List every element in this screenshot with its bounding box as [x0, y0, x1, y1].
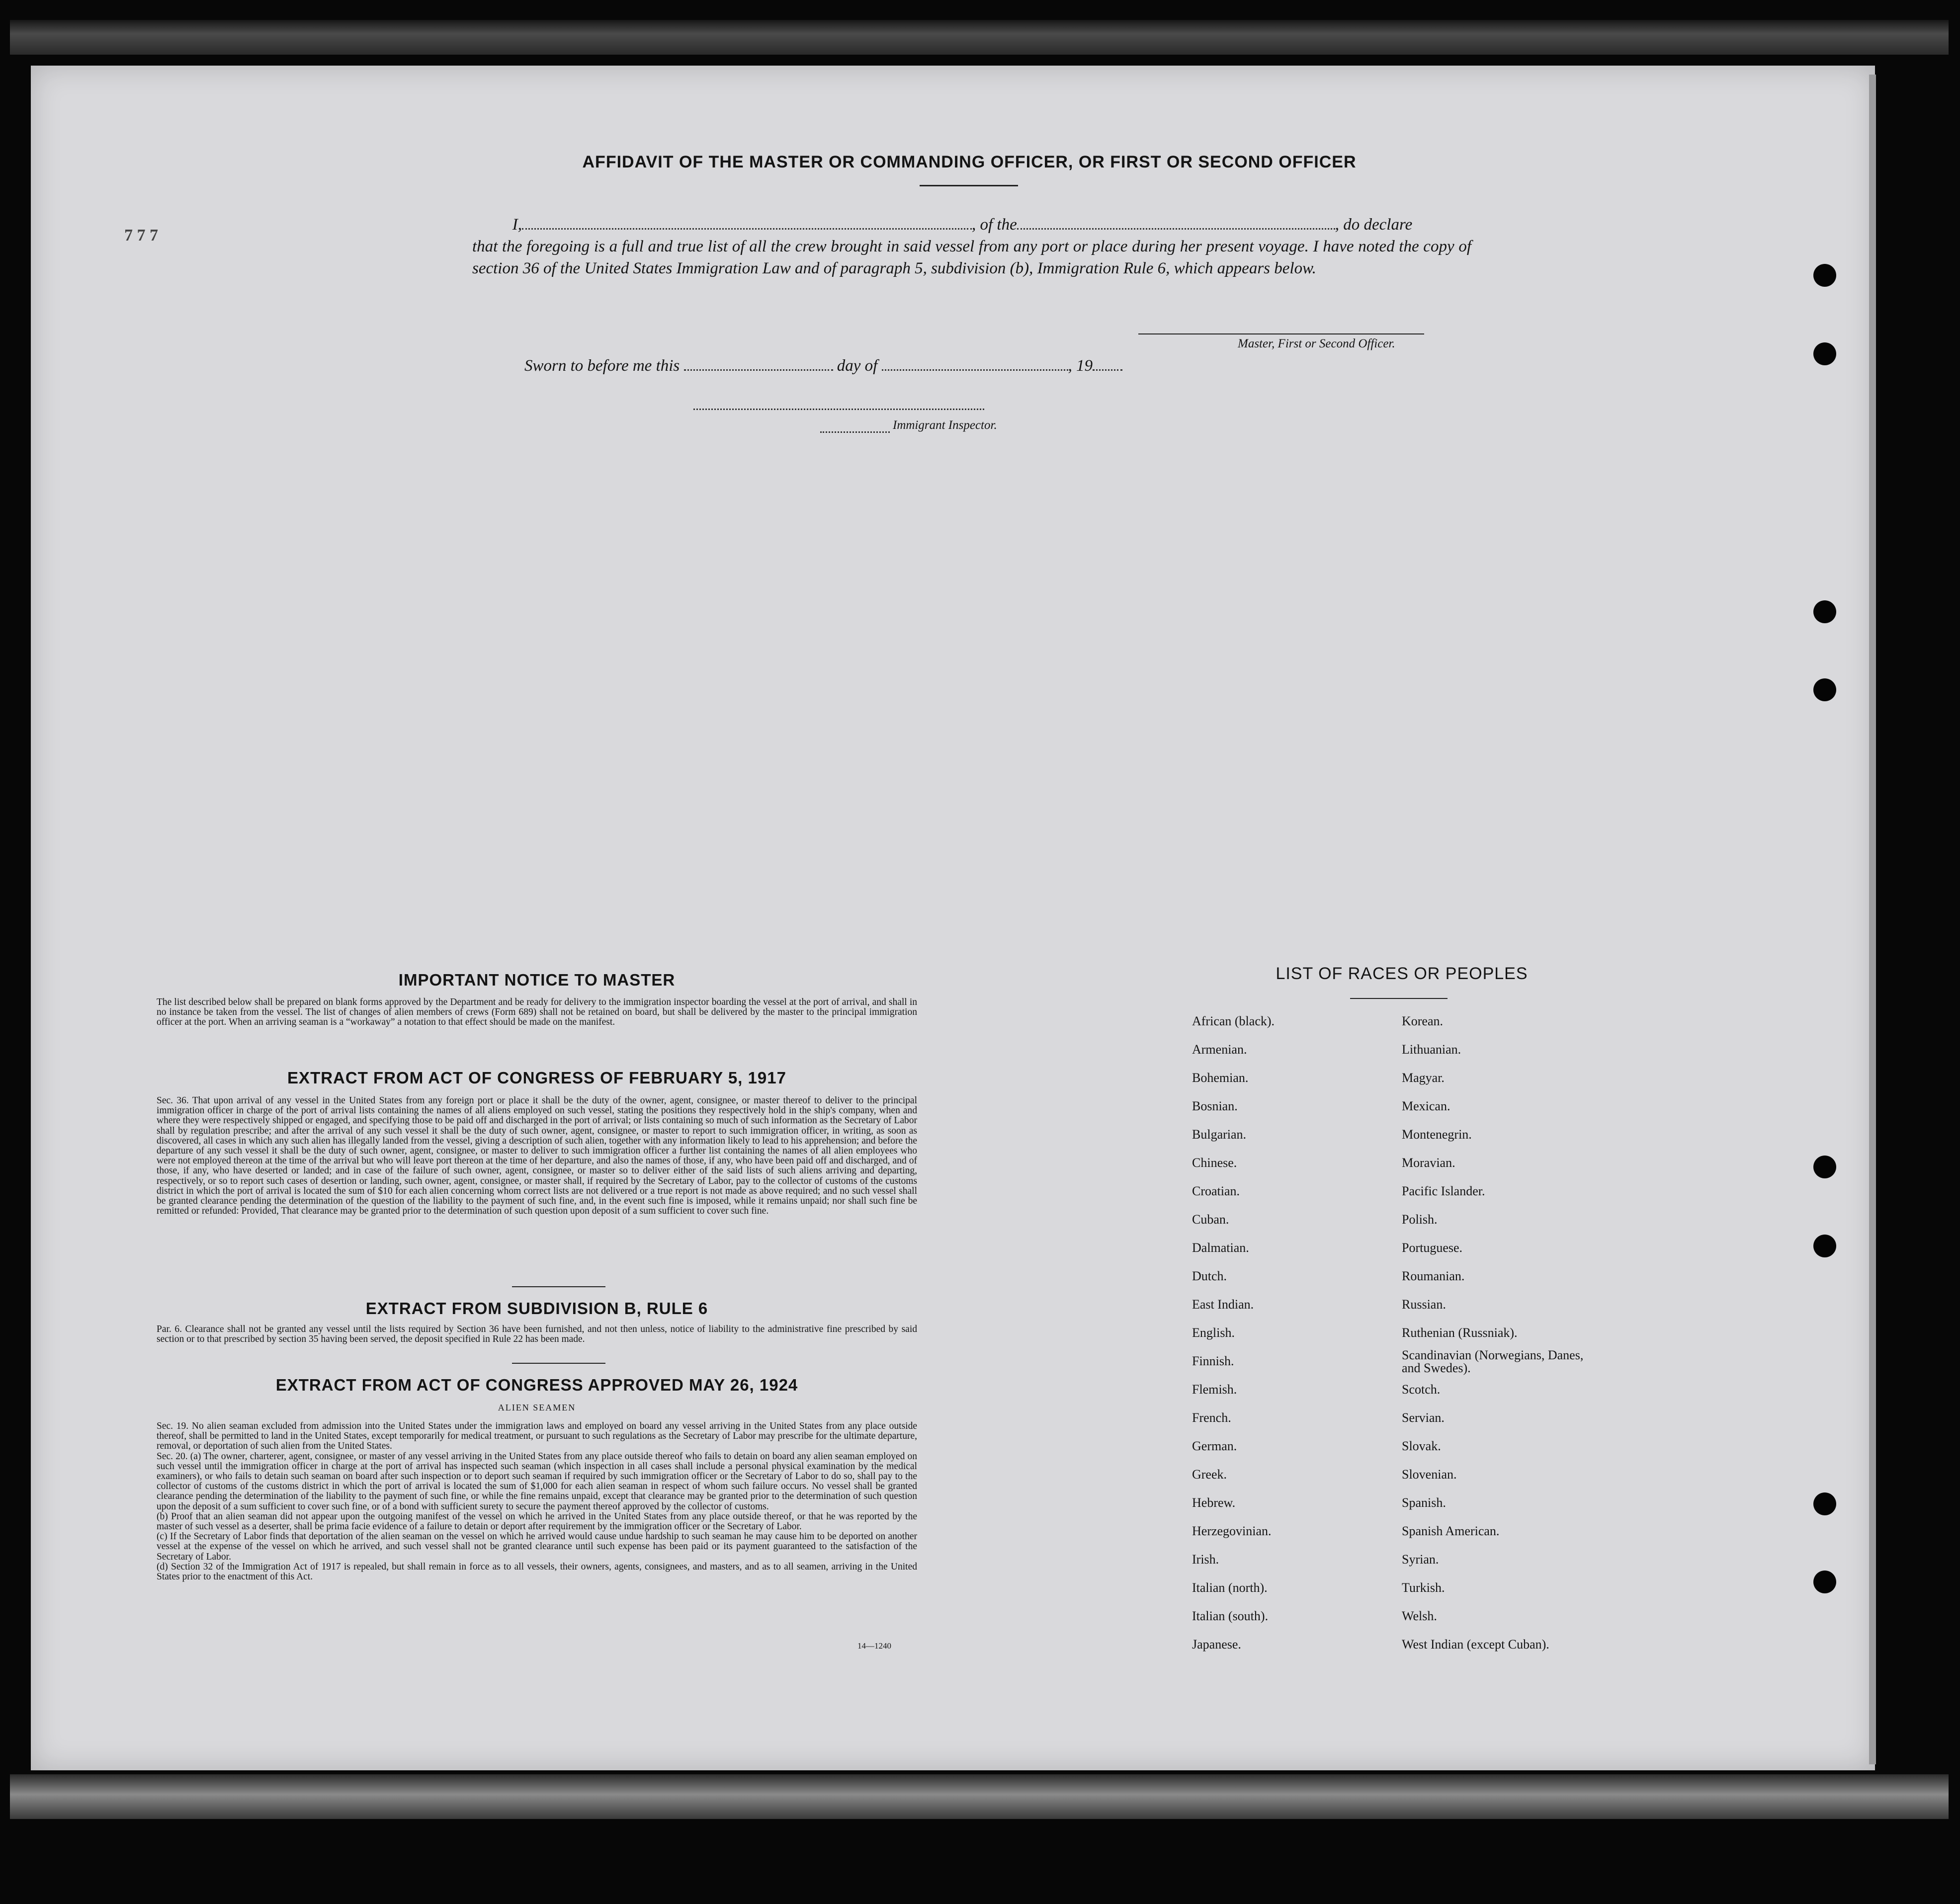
declaration-body: that the foregoing is a full and true list of all the crew brought in said vessel from any port or place during her present voyage. I have noted the copy of section 36 of the United States Immigration Law and of paragraph 5, subdivision (b), Immigration Rule 6, which appears below. [472, 238, 1471, 277]
race-item: Japanese. [1192, 1637, 1241, 1652]
race-item: Greek. [1192, 1467, 1227, 1482]
race-item: East Indian. [1192, 1297, 1254, 1312]
race-item: Bohemian. [1192, 1071, 1249, 1085]
race-item: Finnish. [1192, 1354, 1234, 1368]
race-item: Dutch. [1192, 1269, 1227, 1283]
punch-hole [1813, 678, 1836, 701]
race-item: Bulgarian. [1192, 1127, 1247, 1142]
race-item: Flemish. [1192, 1382, 1237, 1397]
race-item: Scotch. [1402, 1382, 1441, 1397]
title-underline [920, 185, 1018, 186]
race-item: Syrian. [1402, 1552, 1439, 1567]
race-item: French. [1192, 1410, 1231, 1425]
races-title: LIST OF RACES OR PEOPLES [1276, 964, 1528, 983]
race-item: Cuban. [1192, 1212, 1229, 1227]
race-item: Hebrew. [1192, 1495, 1236, 1510]
notice-text: The list described below shall be prepared on blank forms approved by the Department and be ready for delivery to the immigration inspector boarding the vessel at the port of arrival, and shall in no instance be taken from the vessel. The list of changes of alien members of crews (Form 689) shall not be retained on board, but shall be delivered by the master to the principal immigration officer at the port. When an arriving seaman is a “workaway” a notation to that effect should be made on the manifest. [157, 997, 917, 1028]
race-item: Turkish. [1402, 1580, 1445, 1595]
race-item: Magyar. [1402, 1071, 1445, 1085]
page-edge-strip [1869, 75, 1876, 1764]
inspector-dots [820, 431, 890, 433]
alien-seamen-subtitle: ALIEN SEAMEN [498, 1403, 576, 1412]
name-blank [522, 228, 972, 230]
race-item: Montenegrin. [1402, 1127, 1472, 1142]
race-item: German. [1192, 1439, 1237, 1453]
race-item: Chinese. [1192, 1156, 1237, 1170]
film-edge-top [10, 20, 1949, 55]
race-item: Italian (south). [1192, 1609, 1269, 1623]
section-divider [512, 1286, 605, 1287]
sec20a-text: Sec. 20. (a) The owner, charterer, agent, consignee, or master of any vessel arriving in the United States from any place outside thereof who fails to detain on board any alien seaman employed on such vessel until the immigration officer in charge at the port of arrival has inspected such seaman (which inspection in all cases shall include a personal physical examination by the medical examiners), or who fails to detain such seaman on board after such inspection or to deport such seaman if required by such immigration officer or the Secretary of Labor to do so, shall pay to the collector of customs of the customs district in which the port of arrival is located the sum of $1,000 for each alien seaman in respect of whom such failure occurs. No vessel shall be granted clearance pending the determination of the liability to the payment of such fine, or while the fine remains unpaid, except that clearance may be granted prior to the determination of such question upon the deposit of a sum sufficient to cover such fine, or of a bond with sufficient surety to secure the payment thereof approved by the collector of customs. [157, 1451, 917, 1512]
sec19-text: Sec. 19. No alien seaman excluded from admission into the United States under the immigration laws and employed on board any vessel arriving in the United States from any place outside thereof, shall be permitted to land in the United States, except temporarily for medical treatment, or pursuant to such regulations as the Secretary of Labor may prescribe for the ultimate departure, removal, or deportation of such alien from the United States. [157, 1421, 917, 1452]
race-item: Scandinavian (Norwegians, Danes, and Swedes). [1402, 1348, 1584, 1375]
race-item: Portuguese. [1402, 1241, 1463, 1255]
inspector-caption: Immigrant Inspector. [893, 418, 997, 432]
race-item: Croatian. [1192, 1184, 1240, 1198]
race-item: Polish. [1402, 1212, 1438, 1227]
sec20d-text: (d) Section 32 of the Immigration Act of 1917 is repealed, but shall remain in force as to all vessels, their owners, agents, consignees, and masters, and as to all seamen, arriving in the United States prior to the enactment of this Act. [157, 1561, 917, 1582]
race-item: Irish. [1192, 1552, 1219, 1567]
punch-hole [1813, 600, 1836, 623]
extract-rule6-title: EXTRACT FROM SUBDIVISION B, RULE 6 [365, 1299, 708, 1318]
sworn-month-blank [882, 369, 1068, 371]
race-item: Slovak. [1402, 1439, 1441, 1453]
race-item: Slovenian. [1402, 1467, 1457, 1482]
sec20c-text: (c) If the Secretary of Labor finds that deportation of the alien seaman on the vessel on which he arrived would cause undue hardship to such seaman he may cause him to be deported on another vessel at the expense of the vessel on which he arrived, and such vessel shall not be granted clearance until such expense has been paid or its payment guaranteed to the satisfaction of the Secretary of Labor. [157, 1531, 917, 1562]
section-divider [512, 1363, 605, 1364]
race-item: West Indian (except Cuban). [1402, 1637, 1549, 1652]
punch-hole [1813, 1156, 1836, 1178]
race-item: African (black). [1192, 1014, 1275, 1028]
declaration-i: I, [512, 216, 522, 234]
race-item: Herzegovinian. [1192, 1524, 1272, 1538]
race-item: Servian. [1402, 1410, 1445, 1425]
race-item: Armenian. [1192, 1042, 1247, 1057]
races-title-underline [1350, 998, 1448, 999]
notice-title: IMPORTANT NOTICE TO MASTER [398, 971, 676, 989]
page-number-mark: 7 7 7 [124, 226, 158, 245]
punch-hole [1813, 1571, 1836, 1593]
master-signature-line [1138, 333, 1424, 334]
race-item: Italian (north). [1192, 1580, 1268, 1595]
vessel-blank [1017, 228, 1335, 230]
affidavit-declaration [472, 214, 1471, 279]
race-item: Russian. [1402, 1297, 1446, 1312]
extract-rule6-text: Par. 6. Clearance shall not be granted any vessel until the lists required by Section 36 have been furnished, and not then unless, notice of liability to the administrative fine prescribed by said section or to that prescribed by section 35 having been served, the deposit specified in Rule 22 has been made. [157, 1324, 917, 1345]
sec20b-text: (b) Proof that an alien seaman did not appear upon the outgoing manifest of the vessel on which he arrived in the United States from any place outside thereof, or that he was reported by the master of such vessel as a deserter, shall be prima facie evidence of a failure to detain or deport after requirement by the immigration officer or the Secretary of Labor. [157, 1511, 917, 1532]
race-item: Spanish. [1402, 1495, 1446, 1510]
punch-hole [1813, 342, 1836, 365]
form-number: 14—1240 [857, 1641, 891, 1651]
race-item: Spanish American. [1402, 1524, 1500, 1538]
punch-hole [1813, 1492, 1836, 1515]
sworn-year-blank [1093, 369, 1122, 371]
race-item: Pacific Islander. [1402, 1184, 1485, 1198]
punch-hole [1813, 264, 1836, 287]
race-item: Lithuanian. [1402, 1042, 1461, 1057]
race-item: Ruthenian (Russniak). [1402, 1325, 1518, 1340]
race-item: Roumanian. [1402, 1269, 1465, 1283]
race-item: Korean. [1402, 1014, 1444, 1028]
race-item: English. [1192, 1325, 1235, 1340]
extract-1917-text: Sec. 36. That upon arrival of any vessel in the United States from any foreign port or place it shall be the duty of the owner, agent, consignee, or master thereof to deliver to the principal immigration officer in charge of the port of arrival lists containing the names of all aliens employed on such vessel, stating the positions they respectively hold in the ship's company, when and where they were respectively shipped or engaged, and specifying those to be paid off and discharged in the port of arrival; or lists containing so much of such information as the Secretary of Labor shall by regulation prescribe; and after the arrival of any such vessel it shall be the duty of such owner, agent, consignee, or master to report to such immigration officer, in writing, as soon as discovered, all cases in which any such alien has illegally landed from the vessel, giving a description of such alien, together with any information likely to lead to his apprehension; and before the departure of any such vessel it shall be the duty of such owner, agent, consignee, or master to deliver to such immigration officer a further list containing the names of all alien employees who were not employed thereon at the time of the arrival but who will leave port thereon at the time of her departure, and also the names of those, if any, who have been paid off and discharged, and of those, if any, who have deserted or landed; and in case of the failure of such owner, agent, consignee, or master so to deliver either of the said lists of such aliens arriving and departing, respectively, or so to report such cases of desertion or landing, such owner, agent, consignee, or master shall, if required by the Secretary of Labor, pay to the collector of customs of the customs district in which the port of arrival is located the sum of $10 for each alien concerning whom correct lists are not delivered or a true report is not made as above required; and no such vessel shall be granted clearance pending the determination of the question of the liability to the payment of such fine, and, in the event such fine is imposed, while it remains unpaid; nor shall such fine be remitted or refunded: Provided, That clearance may be granted prior to the determination of such question upon deposit of a sum sufficient to cover such fine. [157, 1095, 917, 1217]
inspector-signature-line [693, 409, 984, 410]
race-item: Mexican. [1402, 1099, 1450, 1113]
extract-1917-title: EXTRACT FROM ACT OF CONGRESS OF FEBRUARY 5, 1917 [287, 1069, 786, 1087]
punch-hole [1813, 1235, 1836, 1257]
sworn-day-blank [684, 369, 833, 371]
race-item: Welsh. [1402, 1609, 1437, 1623]
film-edge-bottom [10, 1774, 1949, 1819]
affidavit-title: AFFIDAVIT OF THE MASTER OR COMMANDING OFFICER, OR FIRST OR SECOND OFFICER [582, 153, 1357, 171]
declaration-of-the: , of the [972, 216, 1017, 234]
sworn-text: Sworn to before me this [524, 357, 680, 375]
race-item: Moravian. [1402, 1156, 1455, 1170]
extract-1924-text [157, 1421, 917, 1582]
extract-1924-title: EXTRACT FROM ACT OF CONGRESS APPROVED MAY 26, 1924 [275, 1376, 798, 1394]
sworn-day-of: day of [837, 357, 878, 375]
sworn-line [524, 357, 1122, 375]
master-caption: Master, First or Second Officer. [1238, 337, 1395, 350]
declaration-do-declare: , do declare [1335, 216, 1413, 234]
sworn-year: , 19 [1068, 357, 1093, 375]
race-item: Dalmatian. [1192, 1241, 1249, 1255]
race-item: Bosnian. [1192, 1099, 1238, 1113]
declaration-line [472, 214, 1471, 236]
